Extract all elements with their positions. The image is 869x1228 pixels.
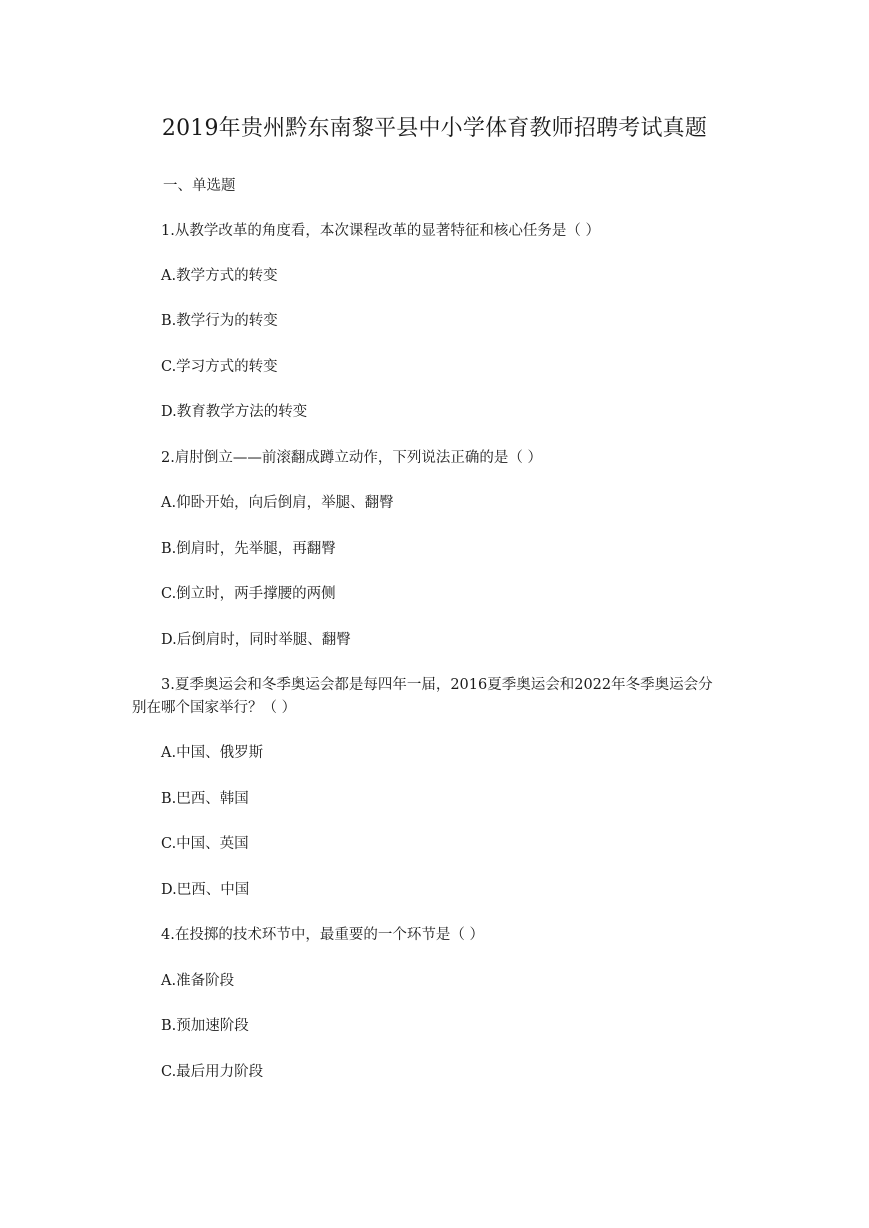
question-4-option-b: B.预加速阶段 (161, 1018, 249, 1034)
question-1-option-c: C.学习方式的转变 (161, 359, 278, 375)
question-2-option-a: A.仰卧开始，向后倒肩，举腿、翻臀 (161, 495, 394, 511)
question-3-option-b: B.巴西、韩国 (161, 791, 249, 807)
document-title: 2019年贵州黔东南黎平县中小学体育教师招聘考试真题 (161, 116, 708, 141)
question-2-option-b: B.倒肩时，先举腿，再翻臀 (161, 541, 336, 557)
question-1-option-d: D.教育教学方法的转变 (161, 404, 308, 420)
question-1-option-b: B.教学行为的转变 (161, 313, 278, 329)
question-4-stem: 4.在投掷的技术环节中，最重要的一个环节是（ ） (161, 927, 484, 943)
question-4-option-c: C.最后用力阶段 (161, 1064, 264, 1080)
question-3-stem-line-1: 3.夏季奥运会和冬季奥运会都是每四年一届，2016夏季奥运会和2022年冬季奥运会分 (161, 677, 713, 693)
question-2-option-d: D.后倒肩时，同时举腿、翻臀 (161, 632, 351, 648)
question-3-option-a: A.中国、俄罗斯 (161, 745, 264, 761)
section-heading: 一、单选题 (163, 178, 236, 194)
question-1-option-a: A.教学方式的转变 (161, 268, 278, 284)
question-4-option-a: A.准备阶段 (161, 973, 235, 989)
question-2-option-c: C.倒立时，两手撑腰的两侧 (161, 586, 336, 602)
question-1-stem: 1.从教学改革的角度看，本次课程改革的显著特征和核心任务是（ ） (161, 223, 600, 239)
question-3-option-c: C.中国、英国 (161, 836, 249, 852)
question-3-stem (132, 674, 752, 720)
question-2-stem: 2.肩肘倒立——前滚翻成蹲立动作，下列说法正确的是（ ） (161, 450, 542, 466)
question-3-stem-line-2: 别在哪个国家举行？（ ） (132, 700, 297, 716)
question-3-option-d: D.巴西、中国 (161, 882, 250, 898)
